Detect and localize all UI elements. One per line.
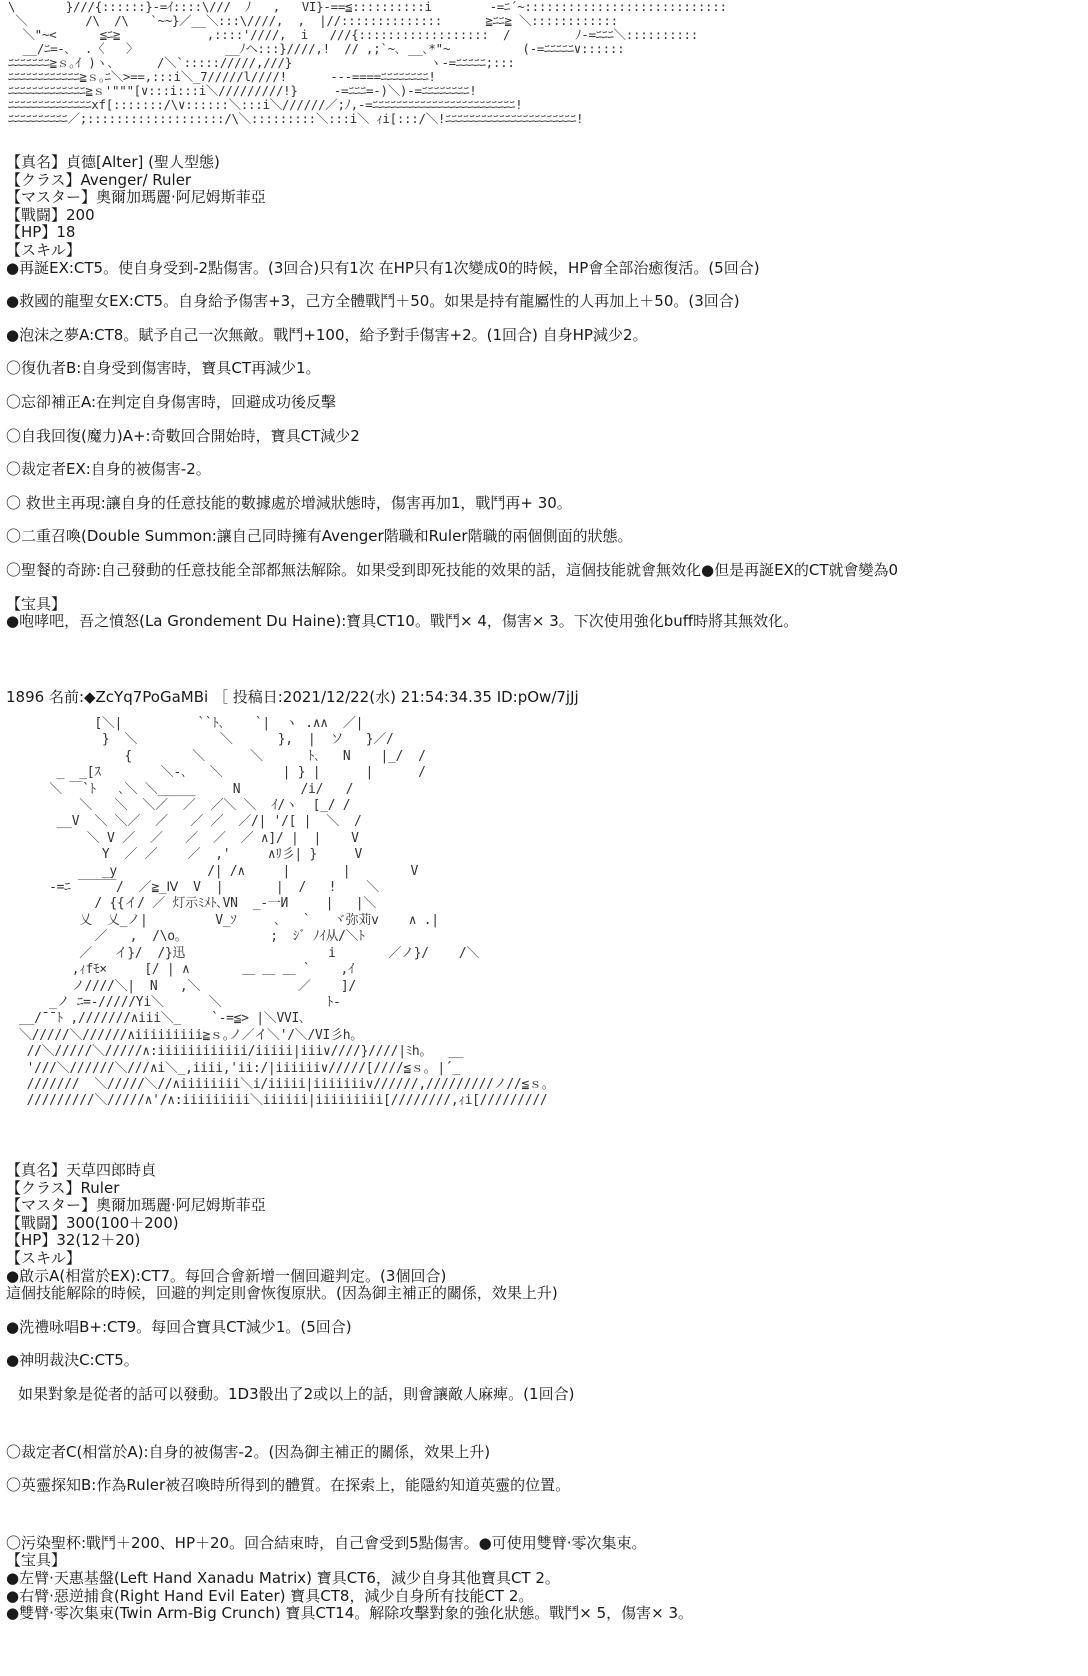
- skill-note: 如果對象是從者的話可以發動。1D3骰出了2或以上的話，則會讓敵人麻痺。(1回合): [18, 1384, 575, 1403]
- skill-line: ●泡沫之夢A:CT8。賦予自己一次無敵。戰鬥+100，給予對手傷害+2。(1回合) 自身HP減少2。: [6, 325, 648, 344]
- servant-sheet-amakusa: [6, 1162, 1076, 1623]
- master-line: 【マスター】奧爾加瑪麗·阿尼姆斯菲亞: [6, 1196, 266, 1215]
- skill-line: 〇復仇者B:自身受到傷害時，寶具CT再減少1。: [6, 359, 321, 378]
- skill-line: ●神明裁決C:CT5。: [6, 1351, 139, 1370]
- skill-line: 〇 救世主再現:讓自身的任意技能的數據處於增減狀態時，傷害再加1，戰鬥再+ 30。: [6, 493, 572, 512]
- skill-line: 〇聖餐的奇跡:自己發動的任意技能全部都無法解除。如果受到即死技能的效果的話，這個技能就會無效化●但是再誕EX的CT就會變為0: [6, 560, 899, 579]
- skill-line: ●洗禮咏唱B+:CT9。每回合寶具CT減少1。(5回合): [6, 1317, 352, 1336]
- skill-line: 〇污染聖杯:戰鬥＋200、HP＋20。回合結束時，自己會受到5點傷害。●可使用雙臂·零次集束。: [6, 1533, 647, 1552]
- skill-line: 〇忘卻補正A:在判定自身傷害時，回避成功後反擊: [6, 392, 337, 411]
- skill-line: 〇英靈探知B:作為Ruler被召喚時所得到的體質。在探索上，能隱約知道英靈的位置。: [6, 1476, 571, 1495]
- post-header: 1896 名前:◆ZcYq7PoGaMBi ［ 投稿日:2021/12/22(水) 21:54:34.35 ID:pOw/7jJj: [6, 688, 579, 706]
- noble-phantasm-header: 【宝具】: [6, 594, 67, 613]
- skills-header: 【スキル】: [6, 240, 81, 259]
- battle-line: 【戰闘】300(100＋200): [6, 1213, 179, 1232]
- skill-line: 〇裁定者C(相當於A):自身的被傷害-2。(因為御主補正的關係，效果上升): [6, 1442, 491, 1461]
- skill-line: 〇自我回復(魔力)A+:奇數回合開始時，寶具CT減少2: [6, 426, 360, 445]
- noble-phantasm-line: ●雙臂·零次集束(Twin Arm-Big Crunch) 寶具CT14。解除攻擊對象的強化狀態。戰鬥× 5，傷害× 3。: [6, 1604, 694, 1623]
- hp-line: 【HP】32(12＋20): [6, 1231, 141, 1250]
- class-line: 【クラス】Ruler: [6, 1178, 120, 1197]
- noble-phantasm-header: 【宝具】: [6, 1551, 67, 1570]
- battle-line: 【戰闘】200: [6, 205, 95, 224]
- true-name: 【真名】貞德[Alter] (聖人型態): [6, 153, 220, 171]
- class-line: 【クラス】Avenger/ Ruler: [6, 170, 192, 189]
- skill-line: 〇二重召喚(Double Summon:讓自己同時擁有Avenger階職和Ruler階職的兩個側面的狀態。: [6, 527, 633, 546]
- hp-line: 【HP】18: [6, 223, 76, 242]
- noble-phantasm-line: ●咆哮吧，吾之憤怒(La Grondement Du Haine):寶具CT10。戰鬥× 4，傷害× 3。下次使用強化buff時將其無效化。: [6, 612, 799, 631]
- skill-line: ●救國的龍聖女EX:CT5。自身給予傷害+3，己方全體戰鬥＋50。如果是持有龍屬性的人再加上＋50。(3回合): [6, 292, 740, 311]
- noble-phantasm-line: ●左臂·天惠基盤(Left Hand Xanadu Matrix) 寶具CT6，減少自身其他寶具CT 2。: [6, 1568, 560, 1587]
- master-line: 【マスター】奧爾加瑪麗·阿尼姆斯菲亞: [6, 188, 266, 207]
- ascii-art-top: \ }///{::::::}-=ｲ::::\/// ﾉ , VI}-==≦::::::::::i -=ﾆ´~:::::::::::::::::::::::::::: ＼ /\ /\ `~~}／__＼:::\////, , |//:::::::::::::: ≧ﾆﾆ≧ ＼:::::::::::: ＼"~< ≦ﾆ≧ ,::::'////, i ///{:::::::::::::::::: / ﾉ-=ﾆﾆﾆ＼:::::::::: __/ﾆ=-､ .〈 〉 __ﾉヘ:::}////,! // ,;`~､ __､*"~ (-=ﾆﾆﾆﾆﾆ∨:::::: ﾆﾆﾆﾆﾆﾆﾆ≧ｓ｡ｲ )ヽ､ /＼`::::://///,///} ヽ-=ﾆﾆﾆﾆﾆ;::: ﾆﾆﾆﾆﾆﾆﾆﾆﾆﾆﾆﾆ≧ｓ｡ﾆ＼>==,:::i＼_7/////l////! ---====ﾆﾆﾆﾆﾆﾆﾆﾆ! ﾆﾆﾆﾆﾆﾆﾆﾆﾆﾆﾆﾆﾆ≧ｓ'"""[∨:::i:::i＼/////////!} -=ﾆﾆﾆ=-)＼)-=ﾆﾆﾆﾆﾆﾆﾆﾆ! ﾆﾆﾆﾆﾆﾆﾆﾆﾆﾆﾆﾆﾆﾆxf[:::::::/\∨::::::＼:::i＼//////／;ﾉ,-=ﾆﾆﾆﾆﾆﾆﾆﾆﾆﾆﾆﾆﾆﾆﾆﾆﾆﾆﾆﾆﾆﾆﾆﾆ! ﾆﾆﾆﾆﾆﾆﾆﾆﾆﾆ／;:::::::::::::::::::/\＼:::::::::＼:::i＼ ｨi[:::/＼!ﾆﾆﾆﾆﾆﾆﾆﾆﾆﾆﾆﾆﾆﾆﾆﾆﾆﾆﾆﾆﾆﾆ!: [8, 0, 727, 126]
- skills-header: 【スキル】: [6, 1248, 81, 1267]
- skill-note: 這個技能解除的時候，回避的判定則會恢復原狀。(因為御主補正的關係，效果上升): [6, 1284, 558, 1303]
- skill-line: ●啟示A(相當於EX):CT7。每回合會新增一個回避判定。(3個回合): [6, 1266, 447, 1285]
- skill-line: 〇裁定者EX:自身的被傷害-2。: [6, 460, 211, 479]
- skill-line: ●再誕EX:CT5。使自身受到-2點傷害。(3回合)只有1次 在HP只有1次變成0的時候，HP會全部治癒復活。(5回合): [6, 258, 760, 277]
- servant-sheet-jeanne-alter: [6, 154, 1076, 631]
- ascii-art-middle: [＼| ``ﾄ､ `| ヽ .∧∧ ／| } ＼ ＼ }, | ソ }／/ { ＼ ＼ ﾄ､ N |_/ / _ _[ｽ ＼-､ ＼ | } | | / ＼ ￣`ﾄ ､＼ ＼_____ N /i/ / ＼ ＼ ＼／ ／ ／＼ ＼ ｲ/ヽ [_/ / __V ＼ ＼／ ／ ／ ／ ／/| '/[ | ＼ / ＼ V ／ ／ ／ ／ ／ ∧]/ | | V Y ／ ／ ／ ,' ∧ﾘ彡| } V _y /| /∧ | | V -=ﾆ ￣￣￣/ ／≧_Ⅳ V | | / ! ＼ / {{イ/ ／ 灯示ﾐﾒﾄ､VN _-一И | |＼ 乂 乂_ノ| V_ｿ ､ ` ヾ弥苅v ∧ .| ／ , /\o。 ; ｼﾞ ﾉｲ从/＼ﾄ ／ イ}/ /}迅 i ／ノ}/ /＼ ,ｨfﾓ× [/ | ∧ ＿ ＿ ＿ ` ,ｲ ノ////＼| N ,＼ ／ ]/ _ノ ﾆ=-/////Yi＼ ＼ ﾄ- __/¯¯ﾄ ,///////∧iii＼_ `-=≦> |＼VVI､ ＼/////＼//////∧iiiiiiiii≧ｓ｡ノ／イ＼'/＼/VI彡h｡ //＼/////＼/////∧:iiiiiiiiiiii/iiiii|iii∨////}////|ﾐh｡ __ '///＼//////＼///∧i＼_,iiii,'ii:/|iiiiii∨/////[////≦ｓ｡ |´_ /////// ＼/////＼//∧iiiiiiii＼i/iiiii|iiiiiii∨//////,/////////ノ//≦ｓ｡ /////////＼/////∧'/∧:iiiiiiiii＼iiiiii|iiiiiiiii[////////,ｨi[/////////: [19, 716, 548, 1109]
- true-name: 【真名】天草四郎時貞: [6, 1161, 157, 1179]
- noble-phantasm-line: ●右臂·惡逆捕食(Right Hand Evil Eater) 寶具CT8，減少自身所有技能CT 2。: [6, 1586, 534, 1605]
